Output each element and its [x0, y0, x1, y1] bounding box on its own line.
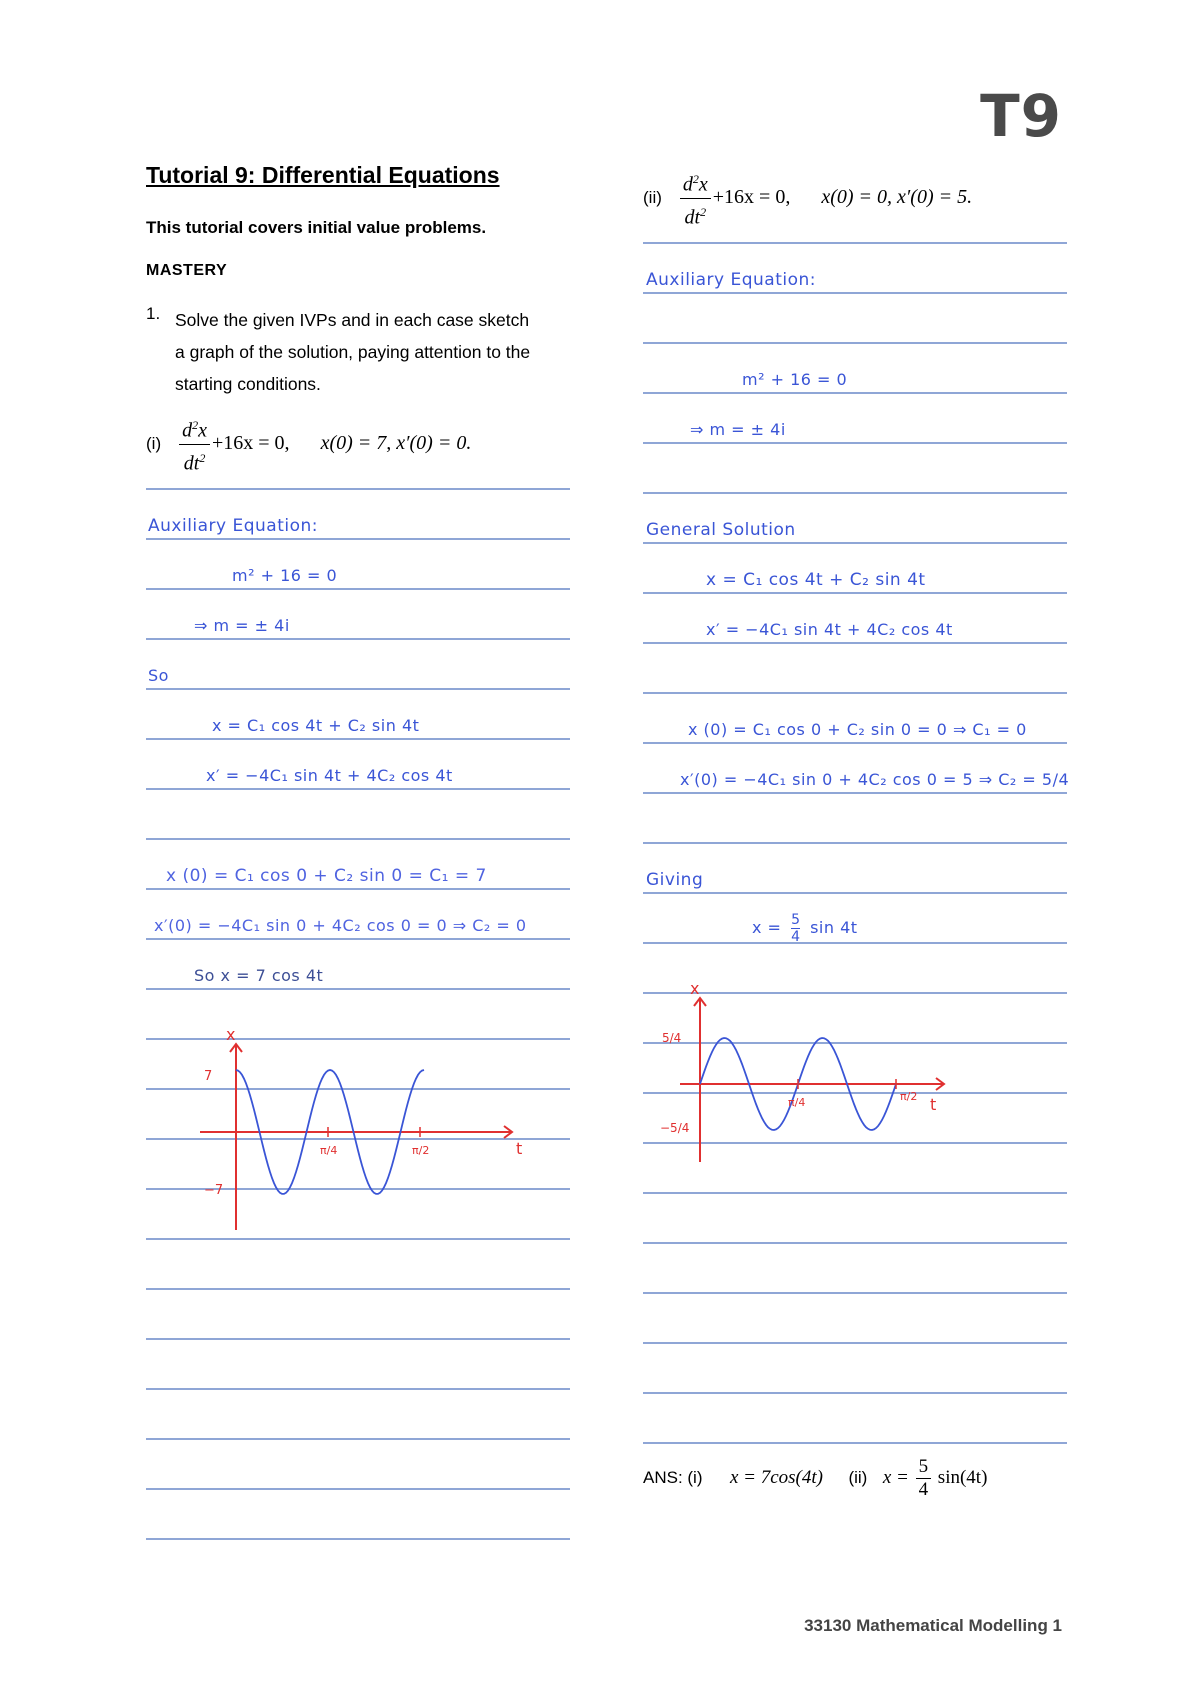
- tick-label-pi-2: π/2: [900, 1090, 918, 1103]
- page-tag: T9: [980, 82, 1062, 150]
- part-ii-cond1: x (0) = C₁ cos 0 + C₂ sin 0 = 0 ⇒ C₁ = 0: [688, 720, 1027, 739]
- ruled-line: [146, 1438, 570, 1440]
- ruled-line: [146, 988, 570, 990]
- part-i-equation: [146, 412, 471, 476]
- part-ii-general: x = C₁ cos 4t + C₂ sin 4t: [706, 570, 926, 590]
- part-i-label: (i): [146, 433, 162, 453]
- ruled-line: [643, 642, 1067, 644]
- ruled-line: [643, 792, 1067, 794]
- solution-num: 5: [791, 912, 801, 928]
- ruled-line: [146, 1288, 570, 1290]
- question-text: Solve the given IVPs and in each case sketch a graph of the solution, paying attention to the starting conditions.: [175, 310, 531, 394]
- t-axis-label: t: [930, 1095, 937, 1114]
- ruled-line: [643, 242, 1067, 244]
- ruled-line: [643, 842, 1067, 844]
- footer-course: 33130 Mathematical Modelling 1: [804, 1616, 1062, 1635]
- part-ii-cond2: x′(0) = −4C₁ sin 0 + 4C₂ cos 0 = 5 ⇒ C₂ = 5/4: [680, 770, 1070, 789]
- part-i-equation-rest: +16x = 0,: [212, 431, 290, 454]
- ruled-line: [146, 888, 570, 890]
- y-min-label: −5/4: [660, 1121, 690, 1135]
- ruled-line: [643, 1242, 1067, 1244]
- ruled-line: [146, 638, 570, 640]
- d2x-dt2-fraction: $\frac{d^2x}{dt^2}$: [680, 166, 711, 230]
- part-ii-label: (ii): [643, 187, 662, 207]
- x-axis-label: x: [690, 980, 700, 998]
- ruled-line: [643, 692, 1067, 694]
- ruled-line: [146, 1388, 570, 1390]
- ruled-line: [643, 1342, 1067, 1344]
- question-number: 1.: [146, 304, 161, 323]
- part-i-aux-eq: m² + 16 = 0: [232, 566, 338, 585]
- ruled-line: [643, 1442, 1067, 1444]
- part-i-general: x = C₁ cos 4t + C₂ sin 4t: [212, 716, 420, 735]
- ruled-line: [146, 1338, 570, 1340]
- answer-label-ii: (ii): [848, 1467, 868, 1487]
- part-i-cond2: x′(0) = −4C₁ sin 0 + 4C₂ cos 0 = 0 ⇒ C₂ = 0: [154, 916, 527, 935]
- ruled-line: [643, 1192, 1067, 1194]
- answer-ii-num: 5: [916, 1456, 932, 1479]
- ruled-line: [643, 542, 1067, 544]
- part-ii-equation-rest: +16x = 0,: [712, 185, 791, 208]
- t-axis-label: t: [516, 1139, 523, 1158]
- answer-line: [643, 1456, 987, 1501]
- answer-ii-fraction: [916, 1456, 932, 1501]
- part-ii-graph: [660, 980, 960, 1170]
- part-ii-solution: [752, 912, 858, 945]
- part-ii-derivative: x′ = −4C₁ sin 4t + 4C₂ cos 4t: [706, 620, 953, 639]
- intro-text: This tutorial covers initial value problems.: [146, 218, 487, 237]
- ruled-line: [146, 1538, 570, 1540]
- ruled-line: [643, 1292, 1067, 1294]
- ruled-line: [146, 1488, 570, 1490]
- part-ii-conditions: x(0) = 0, x′(0) = 5.: [821, 185, 973, 208]
- ruled-line: [146, 488, 570, 490]
- part-ii-aux-heading: Auxiliary Equation:: [646, 270, 817, 290]
- part-i-graph: [190, 1024, 530, 1240]
- y-max-label: 5/4: [662, 1031, 682, 1045]
- answer-ii-lhs: x =: [882, 1466, 909, 1488]
- page-title: Tutorial 9: Differential Equations: [146, 162, 500, 188]
- part-ii-equation: [643, 166, 972, 230]
- part-ii-general-heading: General Solution: [646, 520, 796, 540]
- solution-rhs: sin 4t: [810, 918, 858, 937]
- part-i-cond1: x (0) = C₁ cos 0 + C₂ sin 0 = C₁ = 7: [166, 866, 487, 886]
- part-i-derivative: x′ = −4C₁ sin 4t + 4C₂ cos 4t: [206, 766, 453, 785]
- part-ii-aux-eq: m² + 16 = 0: [742, 370, 848, 389]
- ruled-line: [643, 492, 1067, 494]
- part-i-conditions: x(0) = 7, x′(0) = 0.: [320, 431, 472, 454]
- ruled-line: [643, 442, 1067, 444]
- answer-i: x = 7cos(4t): [729, 1466, 823, 1488]
- part-i-solution: So x = 7 cos 4t: [194, 966, 324, 985]
- ruled-line: [146, 738, 570, 740]
- tick-label-pi-4: π/4: [788, 1096, 806, 1109]
- ruled-line: [146, 538, 570, 540]
- part-i-aux-heading: Auxiliary Equation:: [148, 516, 319, 536]
- ruled-line: [146, 688, 570, 690]
- section-heading: MASTERY: [146, 262, 228, 279]
- answer-label: ANS: (i): [643, 1467, 703, 1487]
- ruled-line: [643, 892, 1067, 894]
- ruled-line: [146, 588, 570, 590]
- part-i-roots: ⇒ m = ± 4i: [194, 616, 290, 635]
- solution-den: 4: [791, 929, 801, 945]
- ruled-line: [643, 1392, 1067, 1394]
- part-ii-giving: Giving: [646, 870, 704, 890]
- d2x-dt2-fraction: $\frac{d^2x}{dt^2}$: [179, 412, 210, 476]
- answer-ii-rhs: sin(4t): [937, 1466, 988, 1488]
- solution-fraction: [791, 912, 800, 945]
- ruled-line: [146, 938, 570, 940]
- part-ii-roots: ⇒ m = ± 4i: [690, 420, 786, 439]
- ruled-line: [643, 292, 1067, 294]
- answer-ii-den: 4: [918, 1479, 929, 1500]
- ruled-line: [146, 788, 570, 790]
- x-axis-label: x: [226, 1025, 236, 1044]
- solution-lhs: x =: [752, 918, 782, 937]
- y-max-label: 7: [204, 1069, 213, 1084]
- ruled-line: [643, 342, 1067, 344]
- ruled-line: [643, 742, 1067, 744]
- ruled-line: [643, 392, 1067, 394]
- ruled-line: [146, 838, 570, 840]
- part-i-so: So: [148, 666, 169, 685]
- ruled-line: [643, 592, 1067, 594]
- tick-label-pi-2: π/2: [412, 1144, 430, 1157]
- tick-label-pi-4: π/4: [320, 1144, 338, 1157]
- y-min-label: −7: [204, 1183, 224, 1198]
